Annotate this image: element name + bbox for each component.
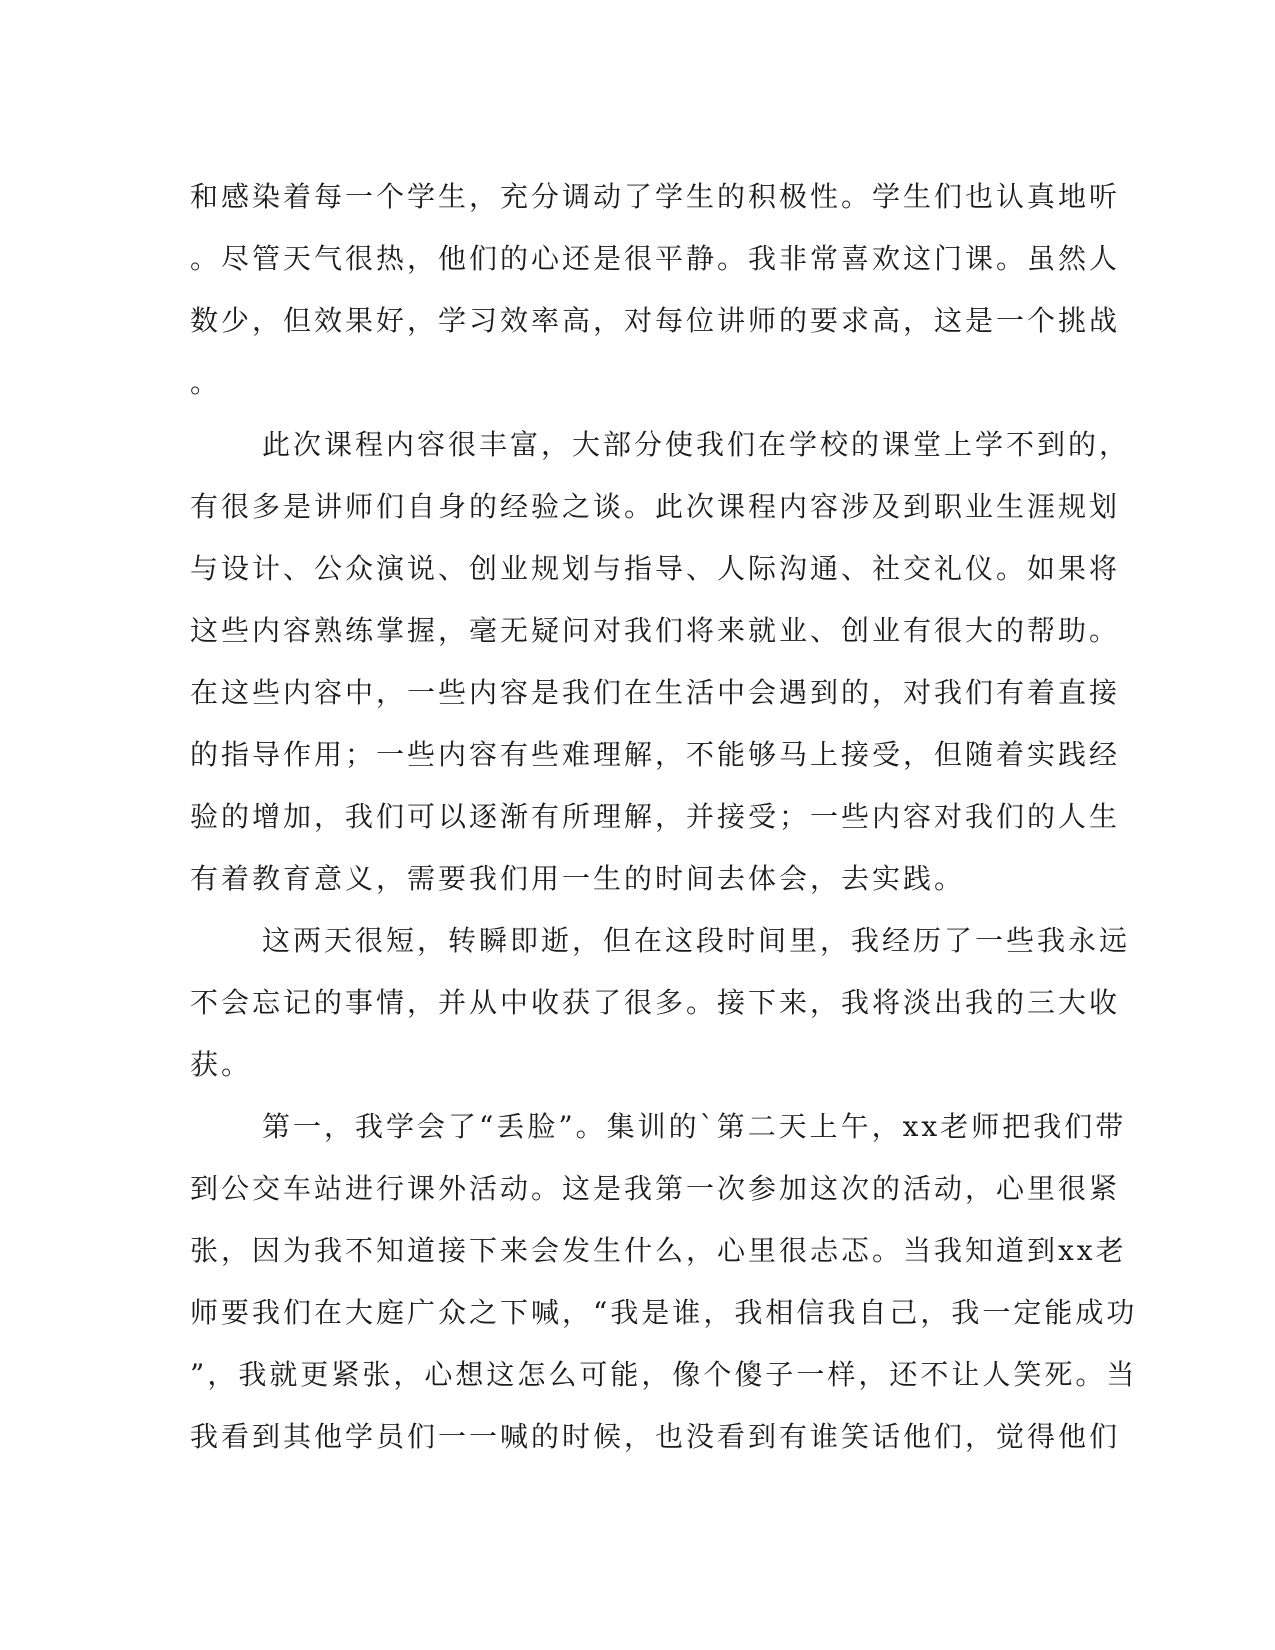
text-line: 获。: [190, 1048, 253, 1081]
paragraph-start-line: 这两天很短，转瞬即逝，但在这段时间里，我经历了一些我永远: [262, 924, 1131, 957]
text-line: 和感染着每一个学生，充分调动了学生的积极性。学生们也认真地听: [190, 180, 1121, 213]
text-line: 有很多是讲师们自身的经验之谈。此次课程内容涉及到职业生涯规划: [190, 490, 1121, 523]
text-line: 这些内容熟练掌握，毫无疑问对我们将来就业、创业有很大的帮助。: [190, 614, 1121, 647]
text-line: 数少，但效果好，学习效率高，对每位讲师的要求高，这是一个挑战: [190, 304, 1121, 337]
text-line: 师要我们在大庭广众之下喊，“我是谁，我相信我自己，我一定能成功: [190, 1296, 1138, 1329]
text-line: 不会忘记的事情，并从中收获了很多。接下来，我将淡出我的三大收: [190, 986, 1121, 1019]
text-line: ”，我就更紧张，心想这怎么可能，像个傻子一样，还不让人笑死。当: [190, 1358, 1138, 1391]
text-line: 有着教育意义，需要我们用一生的时间去体会，去实践。: [190, 862, 966, 895]
text-line: 验的增加，我们可以逐渐有所理解，并接受；一些内容对我们的人生: [190, 800, 1121, 833]
text-line: 与设计、公众演说、创业规划与指导、人际沟通、社交礼仪。如果将: [190, 552, 1121, 585]
text-line: 在这些内容中，一些内容是我们在生活中会遇到的，对我们有着直接: [190, 676, 1121, 709]
text-line: 张，因为我不知道接下来会发生什么，心里很忐忑。当我知道到xx老: [190, 1234, 1127, 1267]
text-line: 。尽管天气很热，他们的心还是很平静。我非常喜欢这门课。虽然人: [190, 242, 1121, 275]
text-line: 我看到其他学员们一一喊的时候，也没看到有谁笑话他们，觉得他们: [190, 1420, 1121, 1453]
body-text: [190, 166, 1138, 1468]
paragraph-start-line: 第一，我学会了“丢脸”。集训的`第二天上午，xx老师把我们带: [262, 1110, 1127, 1143]
text-line: 的指导作用；一些内容有些难理解，不能够马上接受，但随着实践经: [190, 738, 1121, 771]
text-line: 到公交车站进行课外活动。这是我第一次参加这次的活动，心里很紧: [190, 1172, 1121, 1205]
text-line: 。: [190, 366, 222, 399]
paragraph-start-line: 此次课程内容很丰富，大部分使我们在学校的课堂上学不到的，: [262, 428, 1131, 461]
